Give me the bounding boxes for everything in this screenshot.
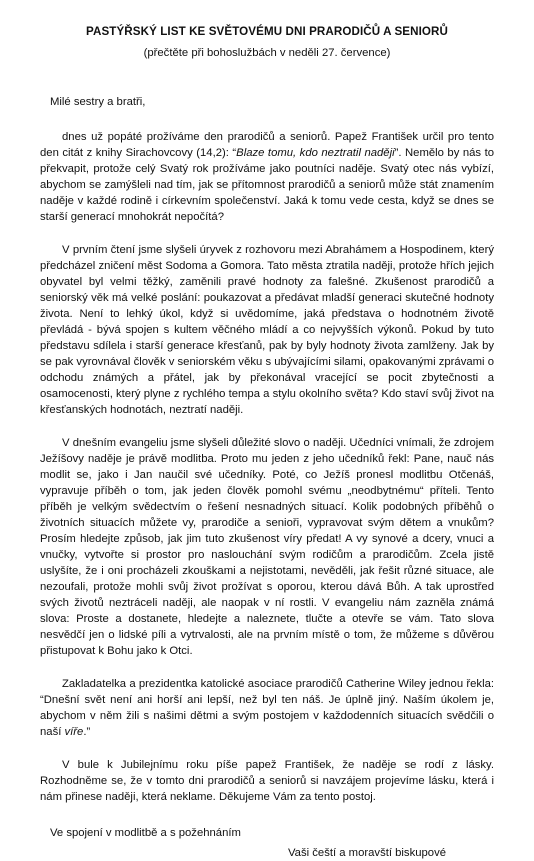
letter-salutation: Milé sestry a bratři, — [50, 96, 146, 108]
paragraph-4 — [40, 676, 494, 740]
letter-signature: Vaši čeští a moravští biskupové — [287, 847, 446, 859]
paragraph-3: V dnešním evangeliu jsme slyšeli důležité slovo o naději. Učedníci vnímali, že zdrojem Ježíšovy naděje je právě modlitba. Proto mu jeden z jeho učedníků řekl: Pane, nauč nás modlit se, jako i Jan naučil své učedníky. Poté, co Ježíš pronesl modlitbu Otčenáš, vypravuje příběh o tom, jak jeden člověk pomohl svému „neodbytnému“ příteli. Tento příběh je velkým svědectvím o řešení nesnadných situací. Kolik podobných příběhů o životních situacích můžete vy, prarodiče a senioři, vypravovat svým dětem a vnukům? Prosím hledejte způsob, jak jim tuto zkušenost víry předat! A vy synové a dcery, vnuci a vnučky, vytvořte si prostor pro naslouchání svým rodičům a prarodičům. Zcela jistě uslyšíte, že i oni procházeli zkouškami a nejistotami, nevěděli, jak řešit různé situace, ale nezoufali, protože mohli svůj život prožívat s oporou, kterou dává Bůh. A tak uprostřed svých životů neztráceli naději, ale naopak v ní rostli. V evangeliu nám zazněla známá slova: Proste a dostanete, hledejte a naleznete, tlučte a otevře se vám. Tato slova nesvědčí jen o lidské píli a vytrvalosti, ale na prvním místě o tom, že můžeme s důvěrou přistupovat k Bohu jako k Otci. — [40, 437, 494, 657]
paragraph-1 — [40, 129, 494, 225]
letter-closing: Ve spojení v modlitbě a s požehnáním — [50, 827, 241, 839]
paragraph-4-text-b: .” — [83, 726, 91, 738]
paragraph-4-quote: víře — [64, 726, 84, 738]
paragraph-4-text-a: Zakladatelka a prezidentka katolické asociace prarodičů Catherine Wiley jednou řekla: “Dnešní svět není ani horší ani lepší, než byl ten náš. Je úplně jiný. Naším úkolem je, abychom v něm žili s našimi dětmi a svým postojem v každodenních situacích svědčili o naší — [40, 678, 494, 738]
paragraph-5: V bule k Jubilejnímu roku píše papež František, že naděje se rodí z lásky. Rozhodněme se, že v tomto dni prarodičů a seniorů si navzájem projevíme lásku, která i nám přinese naději, která neklame. Děkujeme Vám za tento postoj. — [40, 759, 494, 803]
letter-title: PASTÝŘSKÝ LIST KE SVĚTOVÉMU DNI PRARODIČŮ A SENIORŮ — [86, 25, 448, 38]
paragraph-1-quote: Blaze tomu, kdo neztratil naději — [236, 147, 395, 159]
letter-subtitle: (přečtěte při bohoslužbách v neděli 27. července) — [143, 47, 391, 59]
paragraph-1-text-a: dnes už popáté prožíváme den prarodičů a seniorů. Papež František určil pro tento den citát z knihy Sirachovcovy (14,2): “ — [40, 131, 494, 159]
paragraph-2: V prvním čtení jsme slyšeli úryvek z rozhovoru mezi Abrahámem a Hospodinem, který předcházel zničení měst Sodoma a Gomora. Tato města ztratila naději, protože hřích jejich obyvatel byl velmi těžký, zaměnili pravé hodnoty za falešné. Zkušenost prarodičů a seniorský věk má velké poslání: poukazovat a předávat mladší generaci skutečné hodnoty života. Není to lehký úkol, když si uvědomíme, jaká představa o hodnotném životě převládá - bývá spojen s kultem věčného mládí a co nejvyšších výkonů. Pokud by tuto představu sdílela i starší generace křesťanů, pak by byly hodnoty života zamlženy. Jak by se pak vyrovnával člověk v seniorském věku s ubývajícími silami, opakovanými zprávami o odchodu známých a přátel, jak by překonával vracející se pocit zbytečnosti a osamocenosti, který plyne z rychlého tempa a stylu okolního světa? Kdo staví svůj život na křesťanských hodnotách, neztratí naději. — [40, 244, 494, 416]
paragraph-1-text-b: ”. Nemělo by nás to překvapit, protože celý Svatý rok prožíváme jako poutníci naděje. Svatý otec nás vybízí, abychom se zamýšleli nad tím, jak se přítomnost prarodičů a seniorů může stát znamením naděje v každé rodině i církevním společenství. Jaká k tomu vede cesta, když se dnes se starší generací mnohokrát nepočítá? — [40, 147, 494, 223]
